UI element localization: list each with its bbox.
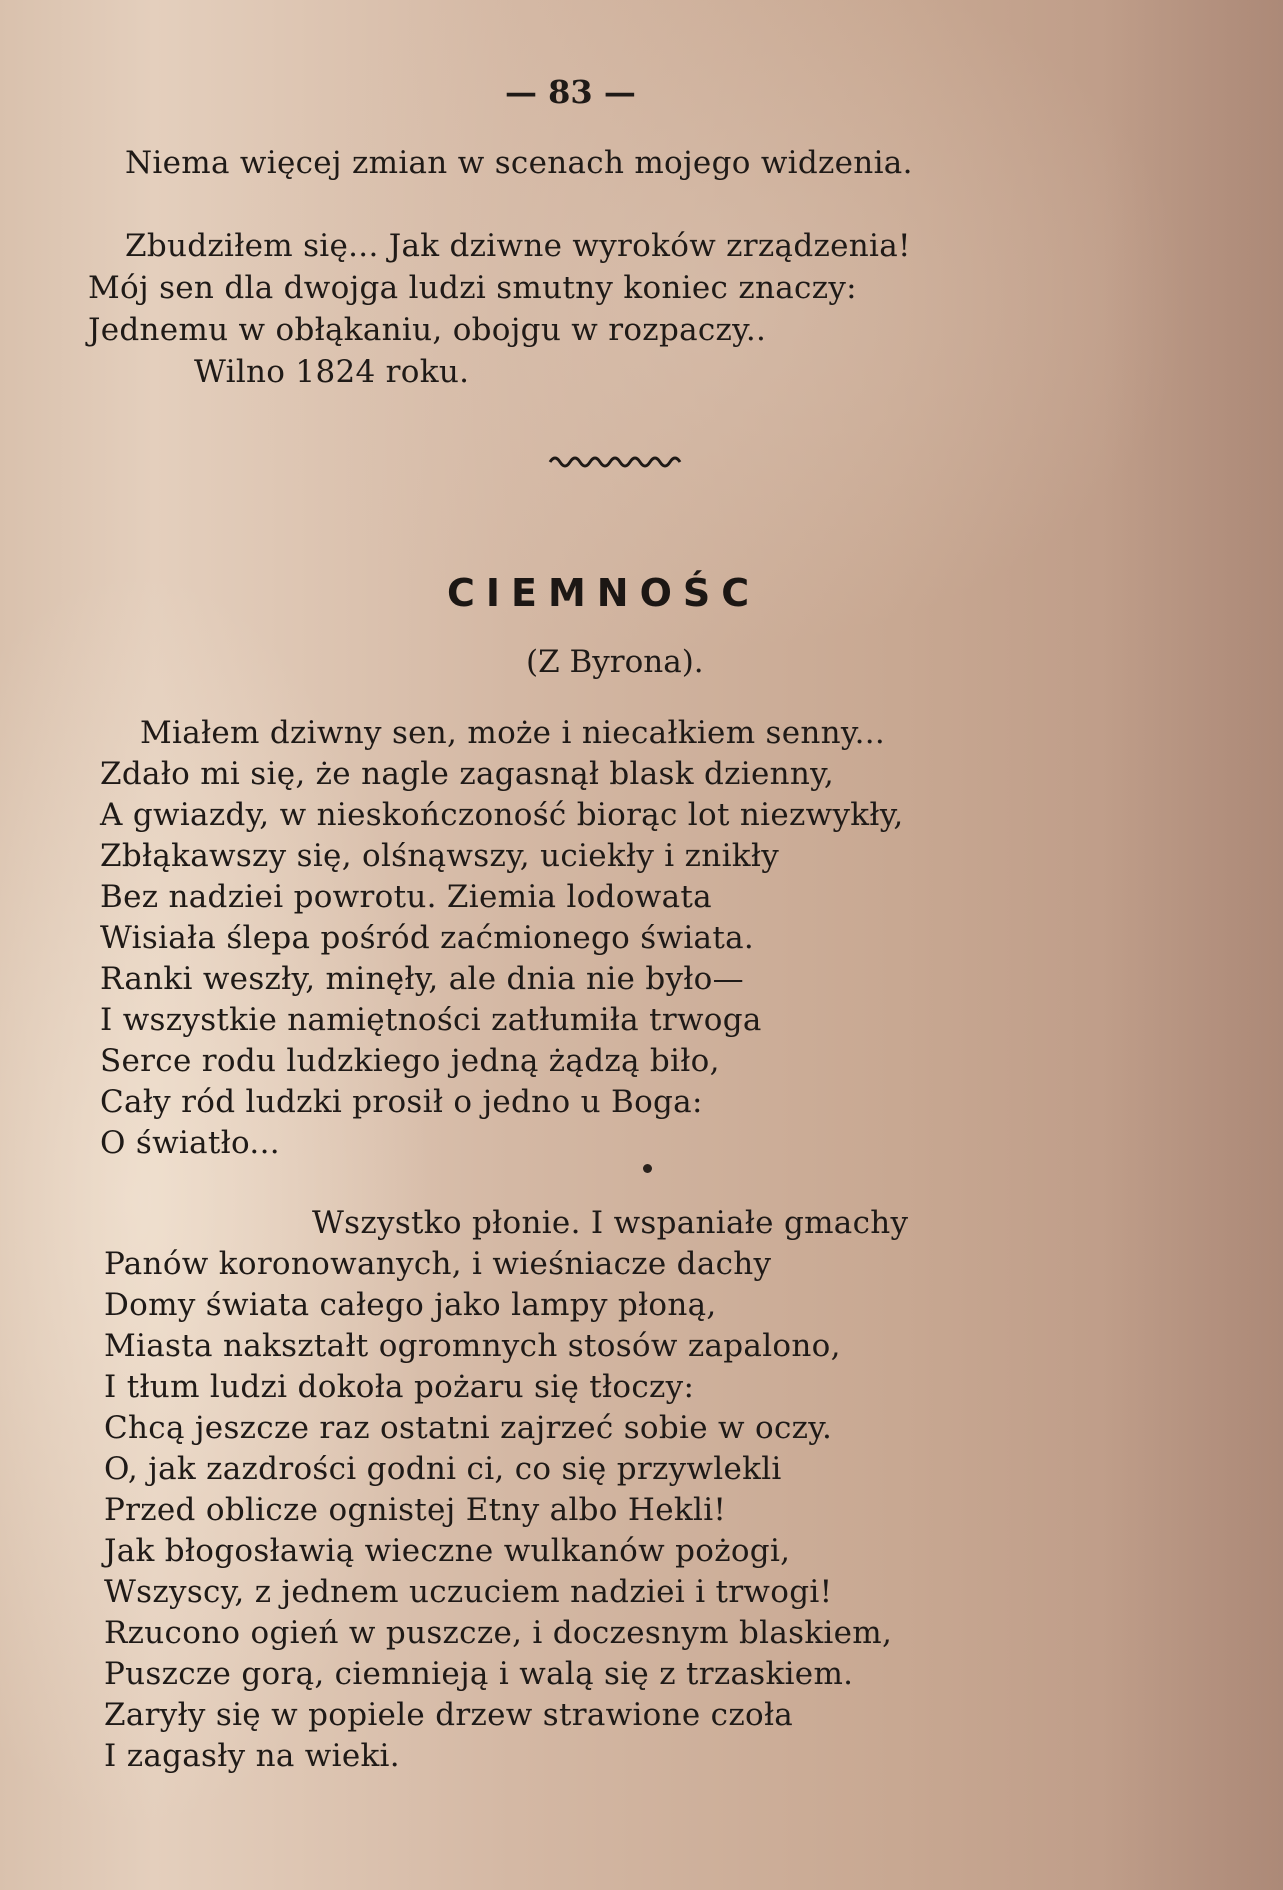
poem-line: Domy świata całego jako lampy płoną, [104, 1287, 717, 1323]
poem-line: O światło... [100, 1125, 280, 1161]
poem-line: Wisiała ślepa pośród zaćmionego świata. [100, 920, 755, 956]
poem-title: CIEMNOŚC [447, 571, 761, 615]
poem-line: Wszystko płonie. I wspaniałe gmachy [312, 1205, 909, 1241]
poem-line: Jak błogosławią wieczne wulkanów pożogi, [104, 1533, 791, 1569]
poem-line: Zdało mi się, że nagle zagasnął blask dzienny, [100, 756, 835, 792]
poem-line: Zbłąkawszy się, olśnąwszy, uciekły i znikły [100, 838, 780, 874]
poem-line: Serce rodu ludzkiego jedną żądzą biło, [100, 1043, 720, 1079]
poem-line: Przed oblicze ognistej Etny albo Hekli! [104, 1492, 727, 1528]
poem-line: Rzucono ogień w puszcze, i doczesnym blaskiem, [104, 1615, 893, 1651]
page-number: — 83 — [505, 73, 636, 111]
poem-line: Puszcze gorą, ciemnieją i walą się z trzaskiem. [104, 1656, 854, 1692]
text-line: Zbudziłem się... Jak dziwne wyroków zrządzenia! [125, 228, 911, 264]
poem-line: Miasta nakształt ogromnych stosów zapalono, [104, 1328, 841, 1364]
poem-line: Ranki weszły, minęły, ale dnia nie było— [100, 961, 744, 997]
poem-line: Cały ród ludzki prosił o jedno u Boga: [100, 1084, 703, 1120]
text-line: Niema więcej zmian w scenach mojego widzenia. [125, 145, 913, 181]
text-line: Jednemu w obłąkaniu, obojgu w rozpaczy.. [88, 312, 767, 348]
poem-line: Wszyscy, z jednem uczuciem nadziei i trwogi! [104, 1574, 833, 1610]
place-date-line: Wilno 1824 roku. [194, 354, 470, 390]
poem-subtitle: (Z Byrona). [526, 644, 704, 680]
poem-line: Chcą jeszcze raz ostatni zajrzeć sobie w oczy. [104, 1410, 833, 1446]
text-line: Mój sen dla dwojga ludzi smutny koniec znaczy: [88, 270, 857, 306]
poem-line: I zagasły na wieki. [104, 1738, 400, 1774]
page-edge-shadow [1103, 0, 1283, 1890]
poem-line: I tłum ludzi dokoła pożaru się tłoczy: [104, 1369, 695, 1405]
stanza-break-dot [643, 1164, 652, 1173]
poem-line: O, jak zazdrości godni ci, co się przywlekli [104, 1451, 782, 1487]
poem-line: A gwiazdy, w nieskończoność biorąc lot niezwykły, [100, 797, 904, 833]
poem-line: Zaryły się w popiele drzew strawione czoła [104, 1697, 794, 1733]
wavy-ornament-divider [548, 452, 688, 472]
poem-line: Miałem dziwny sen, może i niecałkiem senny... [140, 715, 886, 751]
poem-line: Bez nadziei powrotu. Ziemia lodowata [100, 879, 712, 915]
poem-line: Panów koronowanych, i wieśniacze dachy [104, 1246, 772, 1282]
poem-line: I wszystkie namiętności zatłumiła trwoga [100, 1002, 762, 1038]
